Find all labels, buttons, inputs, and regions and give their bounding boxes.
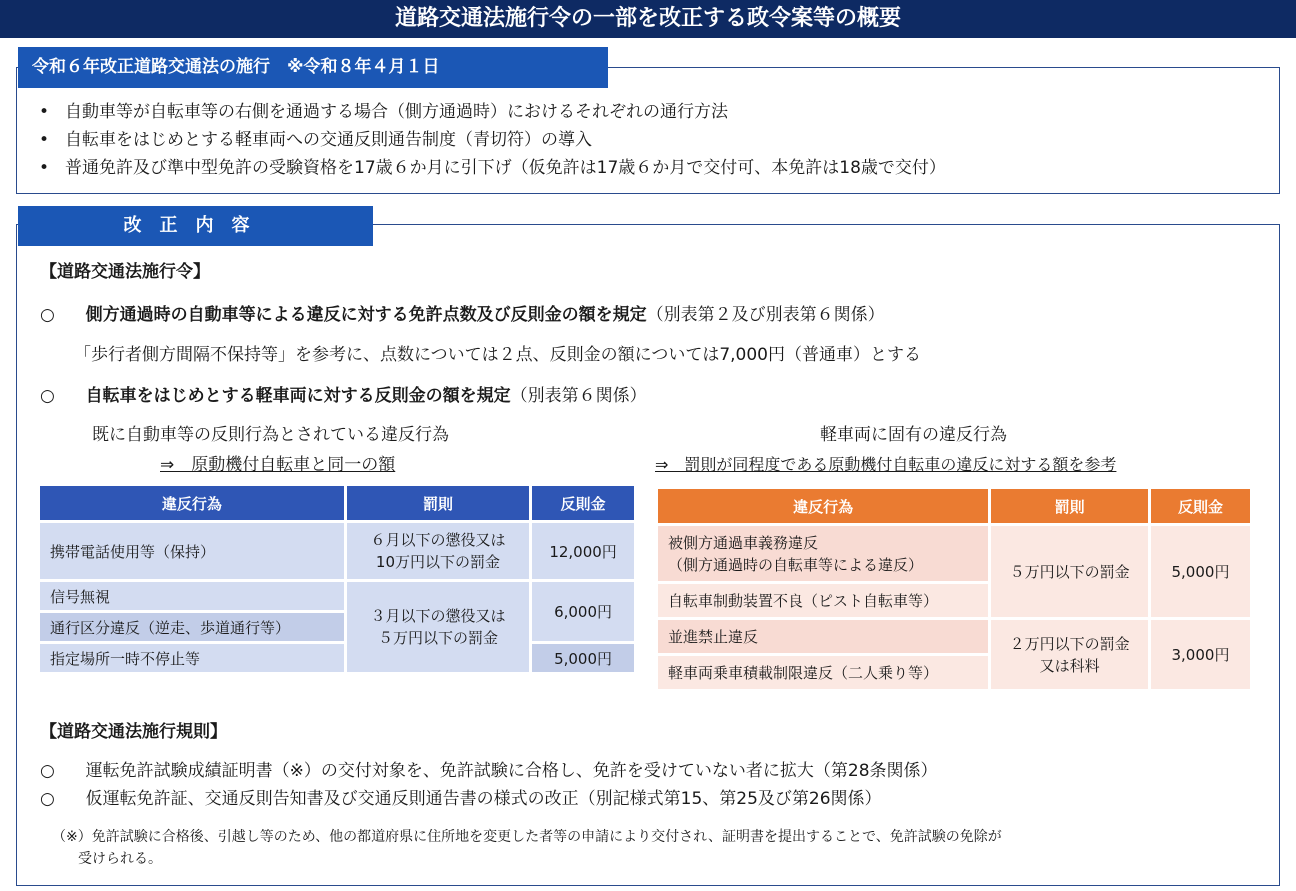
circle-marker: ○ bbox=[40, 386, 55, 406]
table-cell: 被側方通過車義務違反 （側方通過時の自転車等による違反） bbox=[658, 526, 988, 581]
table-header: 違反行為 bbox=[658, 489, 988, 523]
item1-detail: 「歩行者側方間隔不保持等」を参考に、点数については２点、反則金の額については7,000円（普通車）とする bbox=[74, 345, 921, 365]
table-cell: 軽車両乗車積載制限違反（二人乗り等） bbox=[658, 656, 988, 689]
rule-text: 仮運転免許証、交通反則告知書及び交通反則通告書の様式の改正（別記様式第15、第25及び第26関係） bbox=[85, 789, 882, 809]
table-cell: ３月以下の懲役又は ５万円以下の罰金 bbox=[347, 582, 529, 672]
table-header: 反則金 bbox=[1151, 489, 1250, 523]
right-table bbox=[655, 486, 1253, 692]
list-item: • 自転車をはじめとする軽車両への交通反則通告制度（青切符）の導入 bbox=[39, 126, 946, 154]
table-cell: 指定場所一時不停止等 bbox=[40, 644, 344, 672]
circle-marker: ○ bbox=[40, 789, 55, 809]
circle-marker: ○ bbox=[40, 761, 55, 781]
circle-marker: ○ bbox=[40, 305, 55, 325]
table-cell: ２万円以下の罰金 又は科料 bbox=[991, 620, 1148, 689]
footnote-text: 免許試験に合格後、引越し等のため、他の都道府県に住所地を変更した者等の申請により交付され、証明書を提出することで、免許試験の免除が bbox=[91, 829, 1002, 845]
right-caption: 軽車両に固有の違反行為 bbox=[820, 425, 1007, 445]
item2-ref: （別表第６関係） bbox=[510, 386, 647, 406]
page-title: 道路交通法施行令の一部を改正する政令案等の概要 bbox=[0, 0, 1296, 38]
right-subcaption: ⇒ 罰則が同程度である原動機付自転車の違反に対する額を参考 bbox=[655, 455, 1117, 474]
rule-item bbox=[40, 756, 938, 781]
item2-line bbox=[40, 381, 647, 406]
table-header: 反則金 bbox=[532, 486, 634, 520]
left-subcaption: ⇒ 原動機付自転車と同一の額 bbox=[160, 455, 396, 475]
table-cell: 通行区分違反（逆走、歩道通行等） bbox=[40, 613, 344, 641]
table-cell: ６月以下の懲役又は 10万円以下の罰金 bbox=[347, 523, 529, 579]
footnote-continuation: 受けられる。 bbox=[78, 851, 162, 867]
table-cell: 並進禁止違反 bbox=[658, 620, 988, 653]
table-row bbox=[40, 644, 634, 672]
table-cell: 5,000円 bbox=[532, 644, 634, 672]
table-cell: 自転車制動装置不良（ピスト自転車等） bbox=[658, 584, 988, 617]
rule-text: 運転免許試験成績証明書（※）の交付対象を、免許試験に合格し、免許を受けていない者に拡大（第28条関係） bbox=[85, 761, 938, 781]
left-caption: 既に自動車等の反則行為とされている違反行為 bbox=[92, 425, 449, 445]
table-cell: 5,000円 bbox=[1151, 526, 1250, 617]
item1-title: 側方通過時の自動車等による違反に対する免許点数及び反則金の額を規定 bbox=[85, 305, 647, 325]
list-item: • 普通免許及び準中型免許の受験資格を17歳６か月に引下げ（仮免許は17歳６か月で交付可、本免許は18歳で交付） bbox=[39, 154, 946, 182]
table-row bbox=[40, 523, 634, 579]
footnote bbox=[52, 826, 1002, 848]
table-cell: 信号無視 bbox=[40, 582, 344, 610]
table-header: 罰則 bbox=[347, 486, 529, 520]
revision-tab: 改正内容 bbox=[18, 206, 373, 246]
table-row bbox=[658, 526, 1250, 581]
ordinance-heading: 【道路交通法施行令】 bbox=[40, 262, 210, 282]
table-header: 罰則 bbox=[991, 489, 1148, 523]
enforcement-list bbox=[39, 98, 946, 182]
table-cell: ５万円以下の罰金 bbox=[991, 526, 1148, 617]
item2-title: 自転車をはじめとする軽車両に対する反則金の額を規定 bbox=[85, 386, 511, 406]
table-cell: 6,000円 bbox=[532, 582, 634, 641]
table-cell: 携帯電話使用等（保持） bbox=[40, 523, 344, 579]
enforcement-tab: 令和６年改正道路交通法の施行 ※令和８年４月１日 bbox=[18, 47, 608, 88]
table-row bbox=[40, 582, 634, 610]
table-header: 違反行為 bbox=[40, 486, 344, 520]
rules-heading: 【道路交通法施行規則】 bbox=[40, 722, 227, 742]
item1-ref: （別表第２及び別表第６関係） bbox=[646, 305, 885, 325]
rule-item bbox=[40, 784, 882, 809]
left-table bbox=[37, 483, 637, 675]
table-cell: 3,000円 bbox=[1151, 620, 1250, 689]
footnote-marker: （※） bbox=[52, 829, 92, 845]
list-item: • 自動車等が自転車等の右側を通過する場合（側方通過時）におけるそれぞれの通行方法 bbox=[39, 98, 946, 126]
table-cell: 12,000円 bbox=[532, 523, 634, 579]
item1-line bbox=[40, 300, 885, 325]
table-row bbox=[658, 620, 1250, 653]
